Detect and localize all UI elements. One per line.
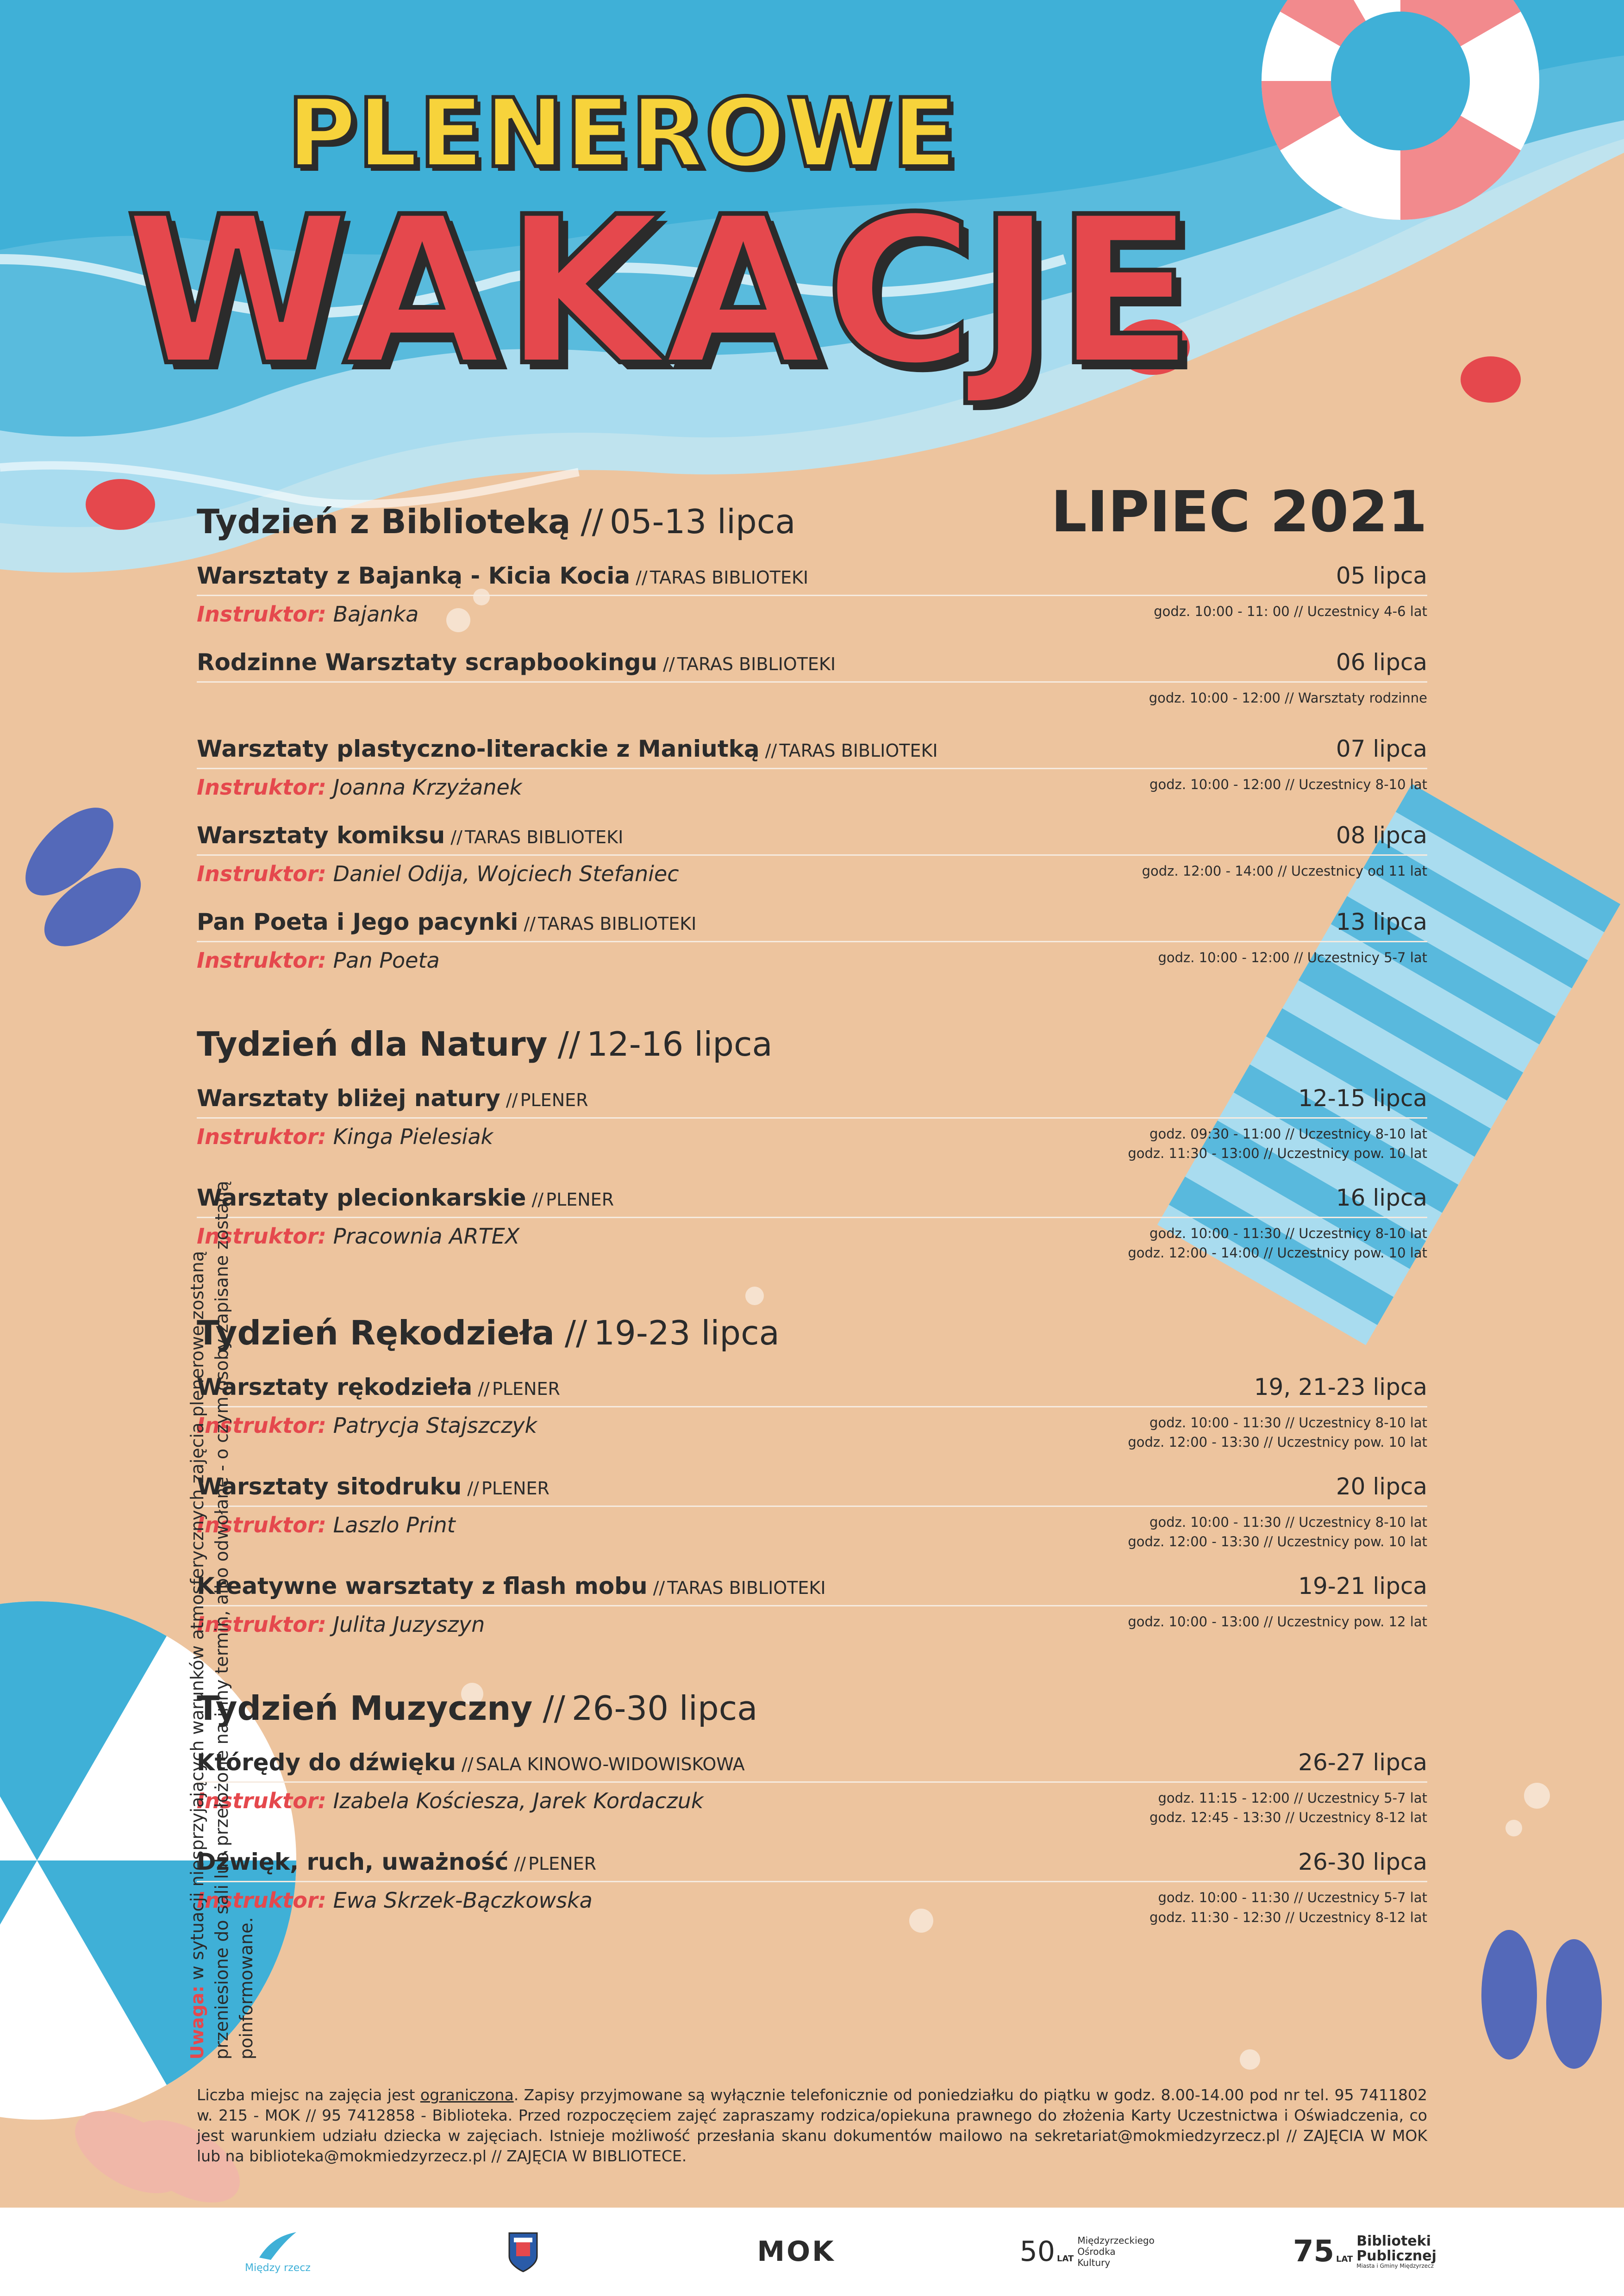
- side-note-text: w sytuacji niesprzyjających warunków atmosferycznych zajęcia plenerowe zostaną przeniesione do sali lub przełożone na inny termin, albo odwołane - o czym osoby zapisane zostaną poinformowane.: [187, 1181, 257, 2060]
- event-separator: //: [663, 654, 675, 674]
- event-title: Którędy do dźwięku: [197, 1749, 456, 1776]
- week-title: Tydzień z Biblioteką: [197, 502, 571, 541]
- week-separator: //: [557, 1025, 581, 1064]
- event-time: godz. 10:00 - 11:30 // Uczestnicy 8-10 lat: [1149, 1415, 1427, 1431]
- event-place: TARAS BIBLIOTEKI: [464, 827, 624, 847]
- note-text-1: Liczba miejsc na zajęcia jest: [197, 2086, 420, 2104]
- event-time: godz. 12:00 - 14:00 // Uczestnicy od 11 lat: [1142, 863, 1427, 879]
- logo-75-lat-biblioteka: [1287, 2226, 1440, 2277]
- event-item: [197, 735, 1427, 801]
- event-header: [197, 735, 1427, 769]
- logo-75-small: Miasta i Gminy Międzyrzecz: [1356, 2263, 1434, 2270]
- event-time: godz. 10:00 - 12:00 // Warsztaty rodzinne: [1149, 690, 1427, 706]
- logo-75-text: Biblioteki Publicznej: [1356, 2233, 1437, 2264]
- event-time: godz. 12:00 - 13:30 // Uczestnicy pow. 10 lat: [1128, 1534, 1427, 1550]
- registration-note: [197, 2085, 1427, 2166]
- event-item: [197, 822, 1427, 887]
- event-place: TARAS BIBLIOTEKI: [779, 740, 938, 761]
- event-details: [197, 775, 1427, 801]
- event-separator: //: [531, 1189, 544, 1210]
- week-dates: 12-16 lipca: [587, 1025, 773, 1064]
- event-times: [1158, 948, 1427, 967]
- logo-50-text: Międzyrzeckiego Ośrodka Kultury: [1077, 2235, 1155, 2268]
- event-header: [197, 562, 1427, 596]
- event-separator: //: [514, 1854, 526, 1874]
- event-details: [197, 602, 1427, 628]
- week-dates: 05-13 lipca: [609, 502, 796, 541]
- event-details: [197, 1888, 1427, 1927]
- month-heading: LIPIEC 2021: [1051, 479, 1427, 545]
- event-separator: //: [506, 1090, 518, 1110]
- instructor-name: Pan Poeta: [333, 948, 440, 973]
- event-title: Warsztaty plastyczno-literackie z Maniutką: [197, 735, 760, 762]
- instructor-name: Izabela Kościesza, Jarek Kordaczuk: [333, 1788, 704, 1814]
- event-details: [197, 861, 1427, 887]
- event-header: [197, 1184, 1427, 1218]
- instructor-name: Ewa Skrzek-Bączkowska: [333, 1888, 593, 1913]
- week-dates: 19-23 lipca: [593, 1313, 780, 1353]
- event-times: [1128, 1413, 1427, 1452]
- event-title: Pan Poeta i Jego pacynki: [197, 908, 518, 935]
- event-time: godz. 12:45 - 13:30 // Uczestnicy 8-12 lat: [1149, 1810, 1427, 1826]
- event-time: godz. 10:00 - 13:00 // Uczestnicy pow. 12 lat: [1128, 1614, 1427, 1630]
- event-date: 16 lipca: [1336, 1184, 1427, 1212]
- event-title: Warsztaty z Bajanką - Kicia Kocia: [197, 562, 631, 589]
- week-dates: 26-30 lipca: [571, 1689, 758, 1728]
- instructor-label: Instruktor:: [197, 775, 326, 800]
- side-note-label: Uwaga:: [187, 1985, 207, 2060]
- event-times: [1128, 1224, 1427, 1263]
- week-heading: [197, 502, 1427, 541]
- side-weather-note: [185, 1152, 259, 2060]
- event-separator: //: [765, 740, 777, 761]
- instructor-label: Instruktor:: [197, 948, 326, 973]
- event-title: Warsztaty rękodzieła: [197, 1374, 473, 1401]
- event-item: [197, 1184, 1427, 1263]
- event-place: PLENER: [492, 1379, 560, 1400]
- week-heading: [197, 1313, 1427, 1352]
- event-time: godz. 10:00 - 11: 00 // Uczestnicy 4-6 lat: [1154, 604, 1427, 619]
- event-place: PLENER: [546, 1189, 614, 1210]
- event-times: [1149, 1788, 1427, 1827]
- instructor-name: Julita Juzyszyn: [333, 1612, 485, 1637]
- event-time: godz. 10:00 - 12:00 // Uczestnicy 8-10 lat: [1149, 777, 1427, 792]
- event-item: [197, 649, 1427, 714]
- coat-of-arms-icon: [507, 2231, 539, 2272]
- event-item: [197, 908, 1427, 974]
- event-place: TARAS BIBLIOTEKI: [650, 567, 809, 588]
- event-header: [197, 1749, 1427, 1783]
- event-item: [197, 1848, 1427, 1927]
- poster-title-main: WAKACJE: [125, 173, 1198, 410]
- event-header: [197, 908, 1427, 942]
- event-time: godz. 10:00 - 11:30 // Uczestnicy 8-10 lat: [1149, 1514, 1427, 1531]
- event-details: [197, 948, 1427, 974]
- event-details: [197, 688, 1427, 714]
- event-date: 13 lipca: [1336, 908, 1427, 935]
- poster-title-top: PLENEROWE: [287, 79, 958, 189]
- event-date: 26-30 lipca: [1298, 1848, 1427, 1876]
- note-underlined: ograniczona: [420, 2086, 514, 2104]
- logo-miedzyrzecz: [231, 2226, 324, 2277]
- event-details: [197, 1124, 1427, 1163]
- schedule: [197, 502, 1427, 1927]
- event-title: Warsztaty sitodruku: [197, 1473, 462, 1500]
- week-separator: //: [543, 1689, 565, 1728]
- event-time: godz. 10:00 - 11:30 // Uczestnicy 5-7 lat: [1158, 1890, 1427, 1906]
- event-date: 07 lipca: [1336, 735, 1427, 762]
- event-times: [1149, 775, 1427, 794]
- week-title: Tydzień dla Natury: [197, 1025, 548, 1064]
- logo-coat-of-arms: [500, 2226, 546, 2277]
- event-separator: //: [450, 827, 462, 847]
- instructor-label: Instruktor:: [197, 1512, 326, 1538]
- instructor-name: Kinga Pielesiak: [333, 1124, 493, 1149]
- event-times: [1154, 602, 1427, 621]
- event-place: PLENER: [481, 1478, 550, 1499]
- instructor-name: Joanna Krzyżanek: [333, 775, 522, 800]
- event-date: 20 lipca: [1336, 1473, 1427, 1500]
- instructor-name: Laszlo Print: [333, 1512, 456, 1538]
- event-item: [197, 1374, 1427, 1452]
- event-times: [1128, 1612, 1427, 1631]
- event-place: PLENER: [528, 1854, 597, 1874]
- event-time: godz. 11:15 - 12:00 // Uczestnicy 5-7 lat: [1158, 1790, 1427, 1806]
- event-title: Warsztaty komiksu: [197, 822, 445, 849]
- event-time: godz. 12:00 - 13:30 // Uczestnicy pow. 10 lat: [1128, 1434, 1427, 1450]
- event-time: godz. 12:00 - 14:00 // Uczestnicy pow. 10 lat: [1128, 1245, 1427, 1261]
- event-title: Rodzinne Warsztaty scrapbookingu: [197, 649, 658, 676]
- bird-icon: [257, 2230, 299, 2262]
- event-separator: //: [478, 1379, 490, 1400]
- week-separator: //: [564, 1313, 587, 1353]
- instructor-label: Instruktor:: [197, 1788, 326, 1814]
- event-time: godz. 10:00 - 11:30 // Uczestnicy 8-10 lat: [1149, 1226, 1427, 1242]
- event-times: [1128, 1512, 1427, 1551]
- instructor-label: Instruktor:: [197, 1124, 326, 1149]
- event-times: [1142, 861, 1427, 881]
- week-title: Tydzień Muzyczny: [197, 1689, 533, 1728]
- footer-logos: [0, 2208, 1624, 2296]
- event-date: 12-15 lipca: [1298, 1085, 1427, 1112]
- event-title: Dźwięk, ruch, uważność: [197, 1848, 509, 1876]
- instructor-name: Daniel Odija, Wojciech Stefaniec: [333, 861, 679, 886]
- week-heading: [197, 1689, 1427, 1728]
- event-item: [197, 1573, 1427, 1638]
- event-details: [197, 1512, 1427, 1551]
- instructor-name: Bajanka: [333, 602, 419, 627]
- event-place: TARAS BIBLIOTEKI: [677, 654, 836, 674]
- event-header: [197, 649, 1427, 683]
- event-time: godz. 10:00 - 12:00 // Uczestnicy 5-7 lat: [1158, 950, 1427, 965]
- instructor-name: Pracownia ARTEX: [333, 1224, 520, 1249]
- instructor-label: Instruktor:: [197, 861, 326, 886]
- event-separator: //: [467, 1478, 479, 1499]
- event-header: [197, 1473, 1427, 1507]
- event-date: 05 lipca: [1336, 562, 1427, 589]
- event-time: godz. 11:30 - 13:00 // Uczestnicy pow. 10 lat: [1128, 1145, 1427, 1162]
- event-place: TARAS BIBLIOTEKI: [538, 914, 697, 934]
- event-item: [197, 1473, 1427, 1551]
- event-details: [197, 1413, 1427, 1452]
- event-item: [197, 562, 1427, 628]
- event-separator: //: [524, 914, 536, 934]
- event-times: [1149, 688, 1427, 708]
- event-place: TARAS BIBLIOTEKI: [667, 1578, 826, 1599]
- event-time: godz. 09:30 - 11:00 // Uczestnicy 8-10 lat: [1149, 1126, 1427, 1142]
- event-date: 26-27 lipca: [1298, 1749, 1427, 1776]
- event-title: Kreatywne warsztaty z flash mobu: [197, 1573, 648, 1600]
- event-date: 06 lipca: [1336, 649, 1427, 676]
- event-header: [197, 1085, 1427, 1119]
- event-item: [197, 1085, 1427, 1163]
- instructor-name: Patrycja Stajszczyk: [333, 1413, 537, 1438]
- event-time: godz. 11:30 - 12:30 // Uczestnicy 8-12 lat: [1149, 1909, 1427, 1925]
- event-date: 08 lipca: [1336, 822, 1427, 849]
- event-title: Warsztaty bliżej natury: [197, 1085, 500, 1112]
- event-details: [197, 1612, 1427, 1638]
- logo-miedzyrzecz-text: Między rzecz: [245, 2262, 311, 2274]
- event-times: [1149, 1888, 1427, 1927]
- logo-50-sub: LAT: [1057, 2253, 1074, 2264]
- event-details: [197, 1224, 1427, 1263]
- logo-50-num: 50: [1019, 2235, 1056, 2268]
- logo-75-sub: LAT: [1336, 2254, 1353, 2264]
- event-header: [197, 822, 1427, 856]
- week-heading: [197, 1025, 1427, 1064]
- logo-mok: MOK: [757, 2235, 836, 2268]
- note-text-2: . Zapisy przyjmowane są wyłącznie telefonicznie od poniedziałku do piątku w godz. 8.00-14.00 pod nr tel. 95 7411802 w. 215 - MOK // 95 7412858 - Biblioteka. Przed rozpoczęciem zajęć zapraszamy rodzica/opiekuna prawnego do złożenia Karty Uczestnictwa i Oświadczenia, co jest warunkiem udziału dziecka w zajęciach. Istnieje możliwość przesłania skanu dokumentów mailowo na sekretariat@mokmiedzyrzecz.pl // ZAJĘCIA W MOK lub na biblioteka@mokmiedzyrzecz.pl // ZAJĘCIA W BIBLIOTECE.: [197, 2086, 1427, 2165]
- event-title: Warsztaty plecionkarskie: [197, 1184, 526, 1212]
- instructor-label: Instruktor:: [197, 1224, 326, 1249]
- event-header: [197, 1848, 1427, 1882]
- event-header: [197, 1374, 1427, 1407]
- instructor-label: Instruktor:: [197, 1413, 326, 1438]
- event-separator: //: [636, 567, 648, 588]
- event-separator: //: [653, 1578, 665, 1599]
- event-date: 19, 21-23 lipca: [1254, 1374, 1427, 1401]
- instructor-label: Instruktor:: [197, 602, 326, 627]
- event-details: [197, 1788, 1427, 1827]
- instructor-label: Instruktor:: [197, 1612, 326, 1637]
- week-title: Tydzień Rękodzieła: [197, 1313, 555, 1353]
- instructor-label: Instruktor:: [197, 1888, 326, 1913]
- event-place: PLENER: [520, 1090, 588, 1110]
- logo-75-num: 75: [1293, 2234, 1334, 2269]
- event-item: [197, 1749, 1427, 1827]
- event-separator: //: [461, 1754, 474, 1775]
- logo-50-lat-mok: [1009, 2226, 1157, 2277]
- event-place: SALA KINOWO-WIDOWISKOWA: [475, 1754, 745, 1775]
- event-times: [1128, 1124, 1427, 1163]
- event-date: 19-21 lipca: [1298, 1573, 1427, 1600]
- week-separator: //: [581, 502, 603, 541]
- event-header: [197, 1573, 1427, 1606]
